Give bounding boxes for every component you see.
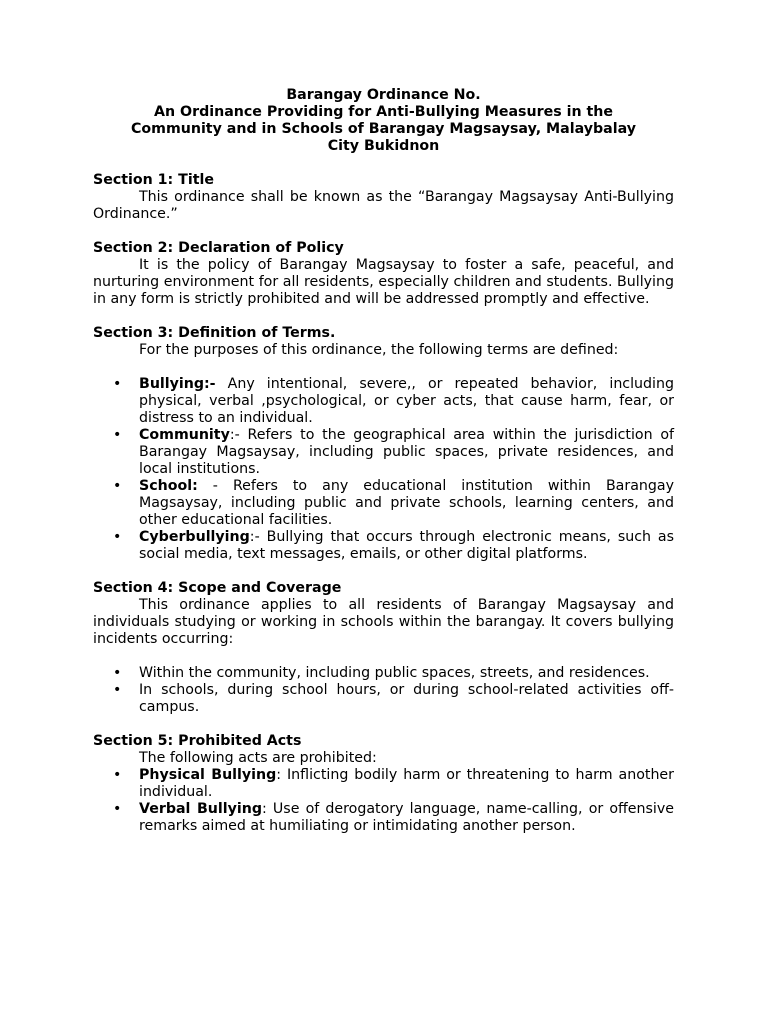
- bullet-icon: •: [113, 801, 122, 817]
- section-4-heading: Section 4: Scope and Coverage: [93, 580, 342, 596]
- prohibited-act-term: Physical Bullying: [139, 767, 277, 783]
- section-5-intro: The following acts are prohibited:: [139, 750, 377, 766]
- bullet-icon: •: [113, 665, 122, 681]
- section-2: [93, 240, 674, 308]
- definition-text: - Refers to any educational institution within Barangay Magsaysay, including public and private schools, learning centers, and other educational facilities.: [139, 478, 674, 528]
- list-item: [93, 376, 674, 427]
- section-3: [93, 325, 674, 563]
- ordinance-title-line-2: Community and in Schools of Barangay Magsaysay, Malaybalay: [131, 121, 636, 137]
- list-item: [93, 682, 674, 716]
- list-item: [93, 767, 674, 801]
- section-3-heading: Section 3: Definition of Terms.: [93, 325, 336, 341]
- prohibited-act-text: : Inflicting bodily harm or threatening to harm another individual.: [139, 767, 674, 800]
- section-2-text: It is the policy of Barangay Magsaysay to foster a safe, peaceful, and nurturing environment for all residents, especially children and students. Bullying in any form is strictly prohibited and will be addressed promptly and effective.: [93, 257, 674, 307]
- list-item: [93, 478, 674, 529]
- section-4-text: This ordinance applies to all residents of Barangay Magsaysay and individuals studying or working in schools within the barangay. It covers bullying incidents occurring:: [93, 597, 674, 647]
- bullet-icon: •: [113, 529, 122, 545]
- list-item: [93, 801, 674, 835]
- section-5: [93, 733, 674, 835]
- section-1-text: This ordinance shall be known as the “Barangay Magsaysay Anti-Bullying Ordinance.”: [93, 189, 674, 222]
- section-3-intro: For the purposes of this ordinance, the following terms are defined:: [139, 342, 619, 358]
- prohibited-acts-list: [93, 767, 674, 835]
- definition-text: :- Refers to the geographical area within the jurisdiction of Barangay Magsaysay, including public spaces, private residences, and local institutions.: [139, 427, 674, 477]
- document-page: [93, 87, 674, 835]
- list-item: [93, 665, 674, 682]
- bullet-icon: •: [113, 427, 122, 443]
- list-item: [93, 529, 674, 563]
- section-1: [93, 172, 674, 223]
- definition-term: Cyberbullying: [139, 529, 250, 545]
- bullet-icon: •: [113, 376, 122, 392]
- definition-term: School:: [139, 478, 198, 494]
- definition-list: [93, 376, 674, 563]
- prohibited-act-term: Verbal Bullying: [139, 801, 262, 817]
- ordinance-title-line-1: An Ordinance Providing for Anti-Bullying Measures in the: [154, 104, 613, 120]
- scope-list: [93, 665, 674, 716]
- bullet-icon: •: [113, 682, 122, 698]
- scope-item-text: Within the community, including public spaces, streets, and residences.: [139, 665, 650, 681]
- section-5-heading: Section 5: Prohibited Acts: [93, 733, 302, 749]
- scope-item-text: In schools, during school hours, or during school-related activities off-campus.: [139, 682, 674, 715]
- section-2-heading: Section 2: Declaration of Policy: [93, 240, 344, 256]
- section-4: [93, 580, 674, 716]
- definition-term: Community: [139, 427, 230, 443]
- bullet-icon: •: [113, 478, 122, 494]
- definition-text: :- Bullying that occurs through electronic means, such as social media, text messages, emails, or other digital platforms.: [139, 529, 674, 562]
- ordinance-title-line-3: City Bukidnon: [327, 138, 440, 154]
- section-1-heading: Section 1: Title: [93, 172, 214, 188]
- list-item: [93, 427, 674, 478]
- bullet-icon: •: [113, 767, 122, 783]
- definition-text: Any intentional, severe,, or repeated behavior, including physical, verbal ,psychological, or cyber acts, that cause harm, fear, or distress to an individual.: [139, 376, 674, 426]
- ordinance-number: Barangay Ordinance No.: [286, 87, 481, 103]
- definition-term: Bullying:-: [139, 376, 216, 392]
- prohibited-act-text: : Use of derogatory language, name-calling, or offensive remarks aimed at humiliating or intimidating another person.: [139, 801, 674, 834]
- ordinance-title-block: [105, 87, 662, 155]
